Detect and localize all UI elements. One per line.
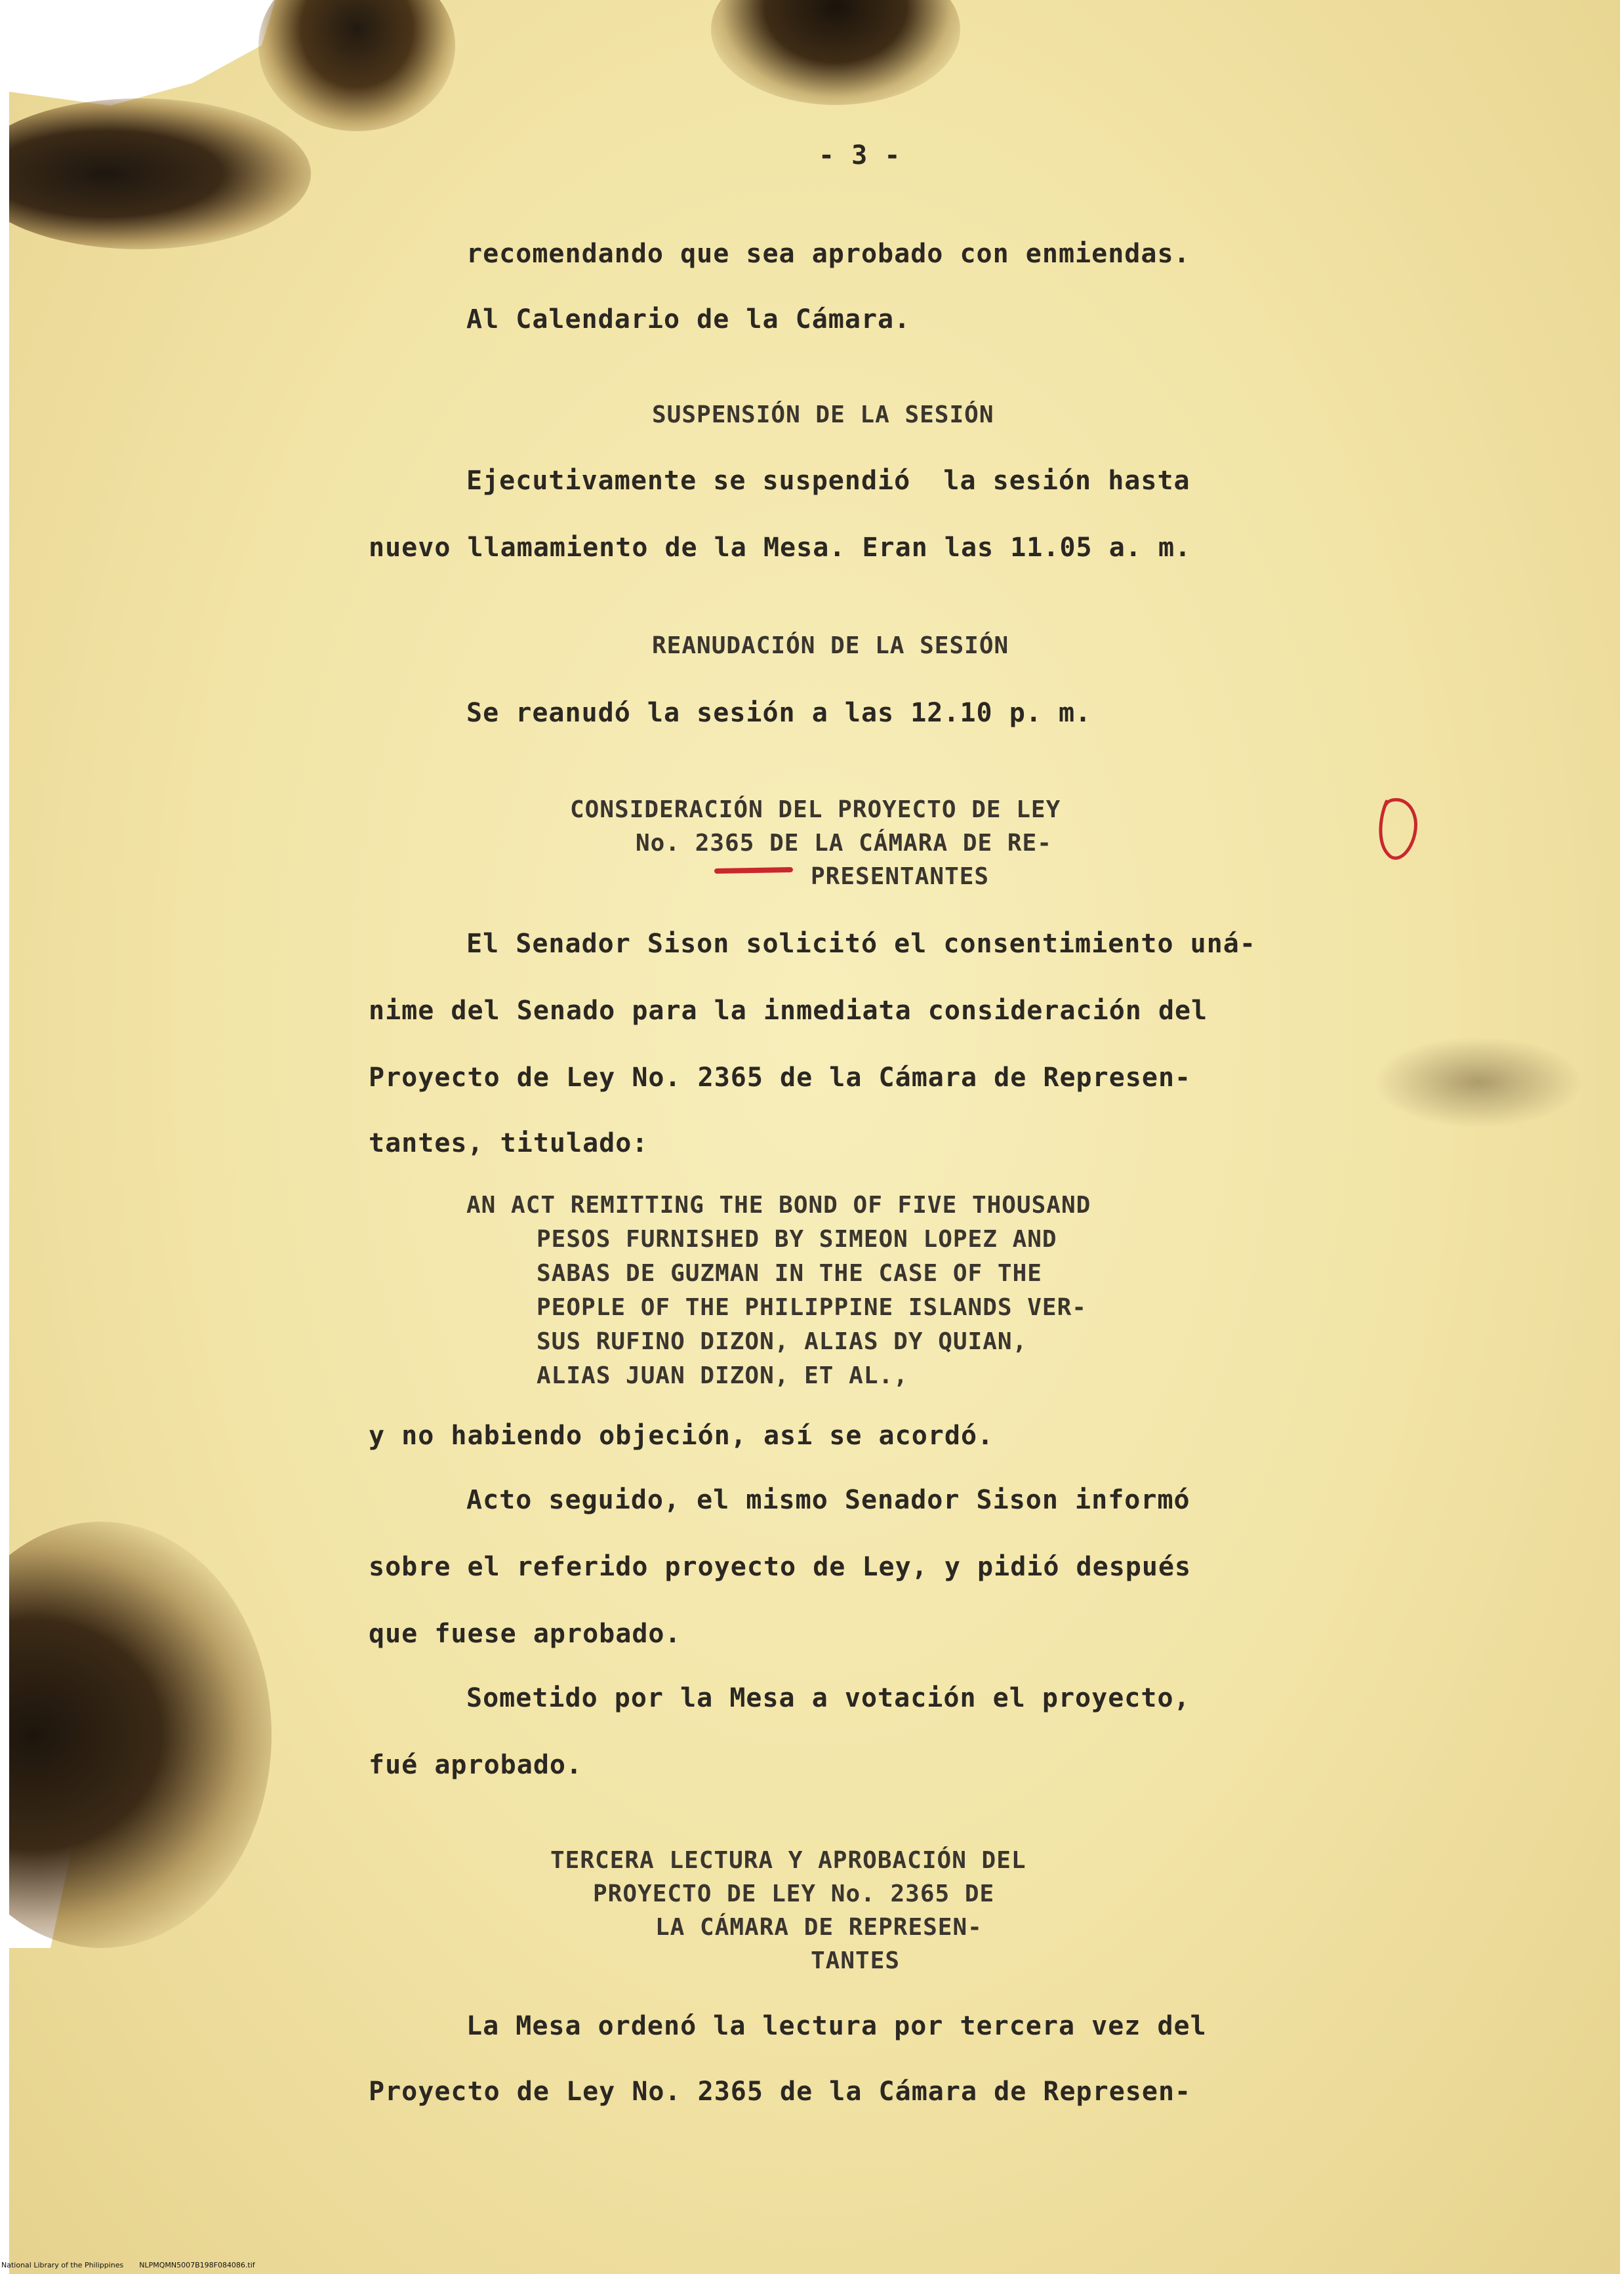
burn-mark [9,98,311,249]
text-line: Al Calendario de la Cámara. [466,304,911,335]
burn-mark [258,0,455,131]
text-line: La Mesa ordenó la lectura por tercera vez del [466,2011,1207,2041]
text-line: Ejecutivamente se suspendió la sesión hasta [466,466,1190,496]
handwritten-mark [1372,794,1425,866]
act-title-line: ALIAS JUAN DIZON, ET AL., [537,1362,908,1389]
text-line: Se reanudó la sesión a las 12.10 p. m. [466,698,1092,728]
act-title-line: SABAS DE GUZMAN IN THE CASE OF THE [537,1260,1042,1287]
text-line: nuevo llamamiento de la Mesa. Eran las 11.05 a. m. [369,533,1192,563]
text-line: fué aprobado. [369,1750,583,1780]
footer-file-id: NLPMQMN5007B198F084086.tif [139,2261,255,2269]
section-heading: TANTES [811,1947,901,1974]
scan-footer [1,2261,271,2270]
text-line: tantes, titulado: [369,1128,649,1158]
section-heading: PRESENTANTES [811,863,990,890]
text-line: recomendando que sea aprobado con enmiendas. [466,239,1190,269]
section-heading: No. 2365 DE LA CÁMARA DE RE- [636,830,1052,857]
torn-edge [9,1745,72,1948]
section-heading: SUSPENSIÓN DE LA SESIÓN [652,401,994,428]
text-line: sobre el referido proyecto de Ley, y pidió después [369,1552,1192,1582]
text-line: nime del Senado para la inmediata consideración del [369,996,1208,1026]
document-page [9,0,1620,2274]
act-title-line: SUS RUFINO DIZON, ALIAS DY QUIAN, [537,1328,1028,1355]
section-heading: CONSIDERACIÓN DEL PROYECTO DE LEY [570,796,1061,823]
red-underline [714,867,793,874]
section-heading: REANUDACIÓN DE LA SESIÓN [652,632,1009,659]
act-title-line: PESOS FURNISHED BY SIMEON LOPEZ AND [537,1226,1057,1253]
act-title-line: PEOPLE OF THE PHILIPPINE ISLANDS VER- [537,1294,1087,1321]
text-line: Sometido por la Mesa a votación el proyecto, [466,1683,1190,1713]
act-title-line: AN ACT REMITTING THE BOND OF FIVE THOUSAND [466,1192,1091,1219]
burn-mark [711,0,960,105]
section-heading: TERCERA LECTURA Y APROBACIÓN DEL [550,1847,1026,1874]
text-line: Proyecto de Ley No. 2365 de la Cámara de Represen- [369,1063,1192,1093]
text-line: Acto seguido, el mismo Senador Sison informó [466,1485,1190,1515]
text-line: y no habiendo objeción, así se acordó. [369,1421,994,1451]
text-line: Proyecto de Ley No. 2365 de la Cámara de Represen- [369,2077,1192,2107]
page-number: - 3 - [819,140,901,171]
section-heading: PROYECTO DE LEY No. 2365 DE [593,1880,995,1907]
section-heading: LA CÁMARA DE REPRESEN- [655,1914,983,1941]
text-line: que fuese aprobado. [369,1619,681,1649]
text-line: El Senador Sison solicitó el consentimiento uná- [466,929,1256,959]
torn-corner [9,0,275,151]
footer-institution: National Library of the Philippines [1,2261,124,2269]
stain-mark [1373,1036,1583,1128]
